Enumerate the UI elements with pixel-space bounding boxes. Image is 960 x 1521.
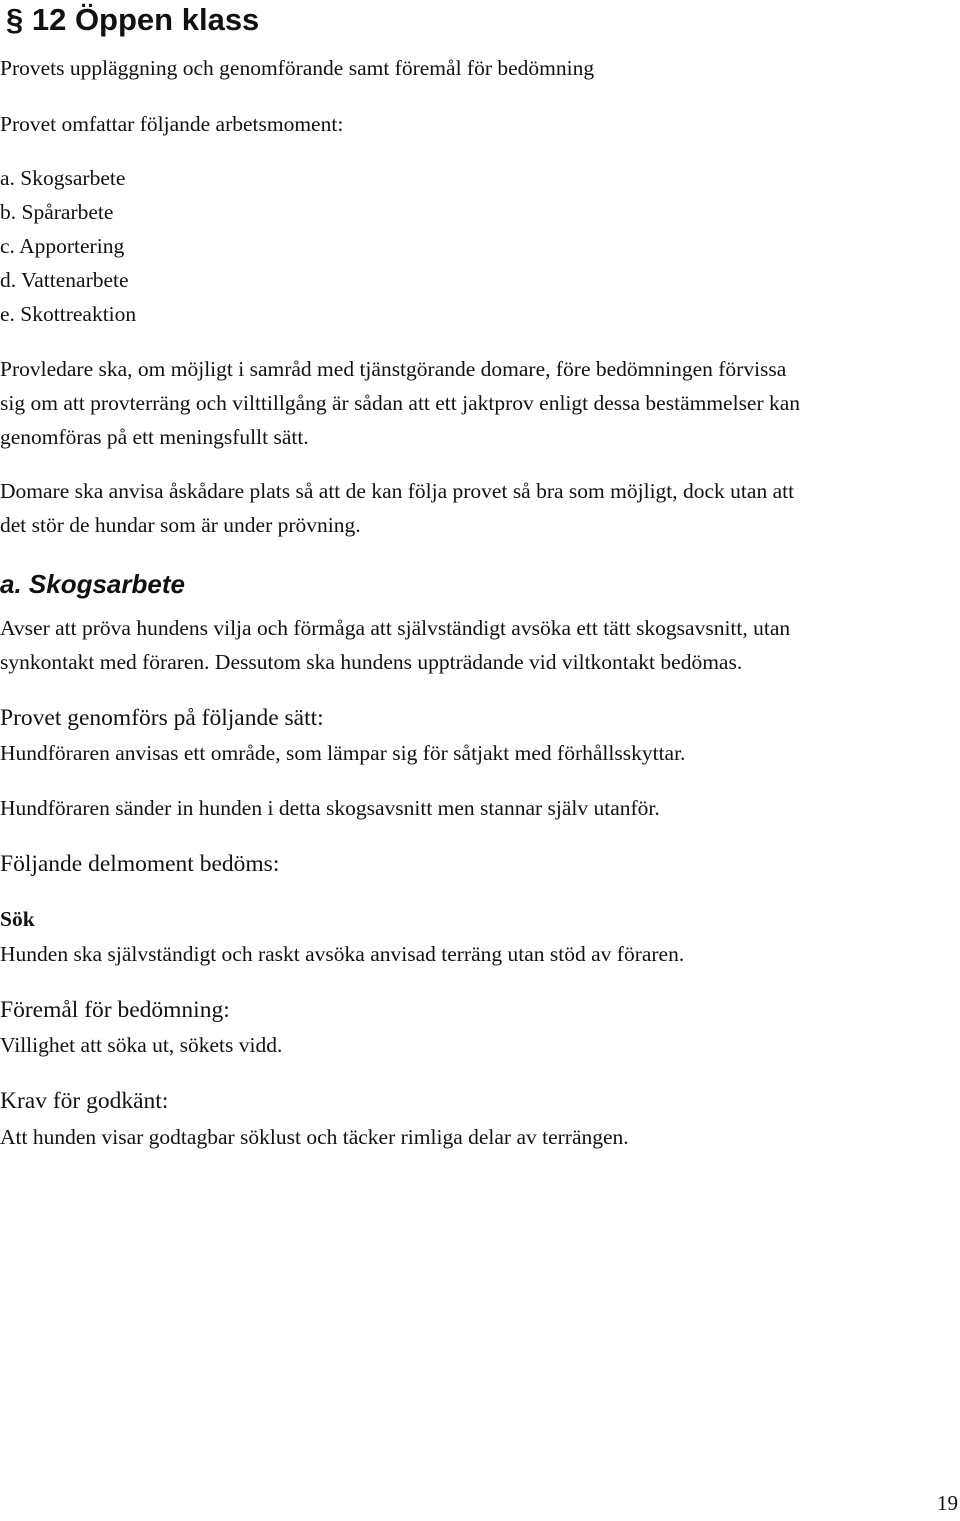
genomfors-text: Hundföraren anvisas ett område, som lämpar sig för såtjakt med förhållsskyttar. [0, 741, 686, 765]
foremal-label: Föremål för bedömning: [0, 997, 230, 1023]
genomfors-label: Provet genomförs på följande sätt: [0, 705, 324, 731]
provledare-line-3: genomföras på ett meningsfullt sätt. [0, 425, 309, 449]
avser-line-2: synkontakt med föraren. Dessutom ska hundens uppträdande vid viltkontakt bedömas. [0, 650, 743, 674]
krav-text: Att hunden visar godtagbar söklust och täcker rimliga delar av terrängen. [0, 1125, 629, 1149]
domare-line-2: det stör de hundar som är under prövning. [0, 513, 361, 537]
sok-label: Sök [0, 907, 35, 931]
page-number: 19 [937, 1491, 958, 1515]
subsection-heading: a. Skogsarbete [0, 569, 185, 599]
domare-line-1: Domare ska anvisa åskådare plats så att de kan följa provet så bra som möjligt, dock utan att [0, 479, 795, 503]
list-item: c. Apportering [0, 234, 125, 258]
delmoment-label: Följande delmoment bedöms: [0, 851, 280, 877]
foremal-text: Villighet att söka ut, sökets vidd. [0, 1033, 283, 1057]
list-item: d. Vattenarbete [0, 268, 129, 292]
intro-line-1: Provets uppläggning och genomförande samt föremål för bedömning [0, 56, 595, 80]
section-heading: § 12 Öppen klass [6, 2, 260, 37]
sok-text: Hunden ska självständigt och raskt avsöka anvisad terräng utan stöd av föraren. [0, 942, 685, 966]
list-item: b. Spårarbete [0, 200, 114, 224]
list-item: a. Skogsarbete [0, 166, 126, 190]
krav-label: Krav för godkänt: [0, 1088, 169, 1114]
provledare-line-1: Provledare ska, om möjligt i samråd med tjänstgörande domare, före bedömningen förvissa [0, 357, 787, 381]
list-item: e. Skottreaktion [0, 302, 137, 326]
sander-text: Hundföraren sänder in hunden i detta skogsavsnitt men stannar själv utanför. [0, 796, 660, 820]
intro-line-2: Provet omfattar följande arbetsmoment: [0, 112, 344, 136]
moments-list [0, 161, 136, 331]
provledare-line-2: sig om att provterräng och vilttillgång är sådan att ett jaktprov enligt dessa bestämmelser kan [0, 391, 801, 415]
avser-line-1: Avser att pröva hundens vilja och förmåga att självständigt avsöka ett tätt skogsavsnitt, utan [0, 616, 791, 640]
